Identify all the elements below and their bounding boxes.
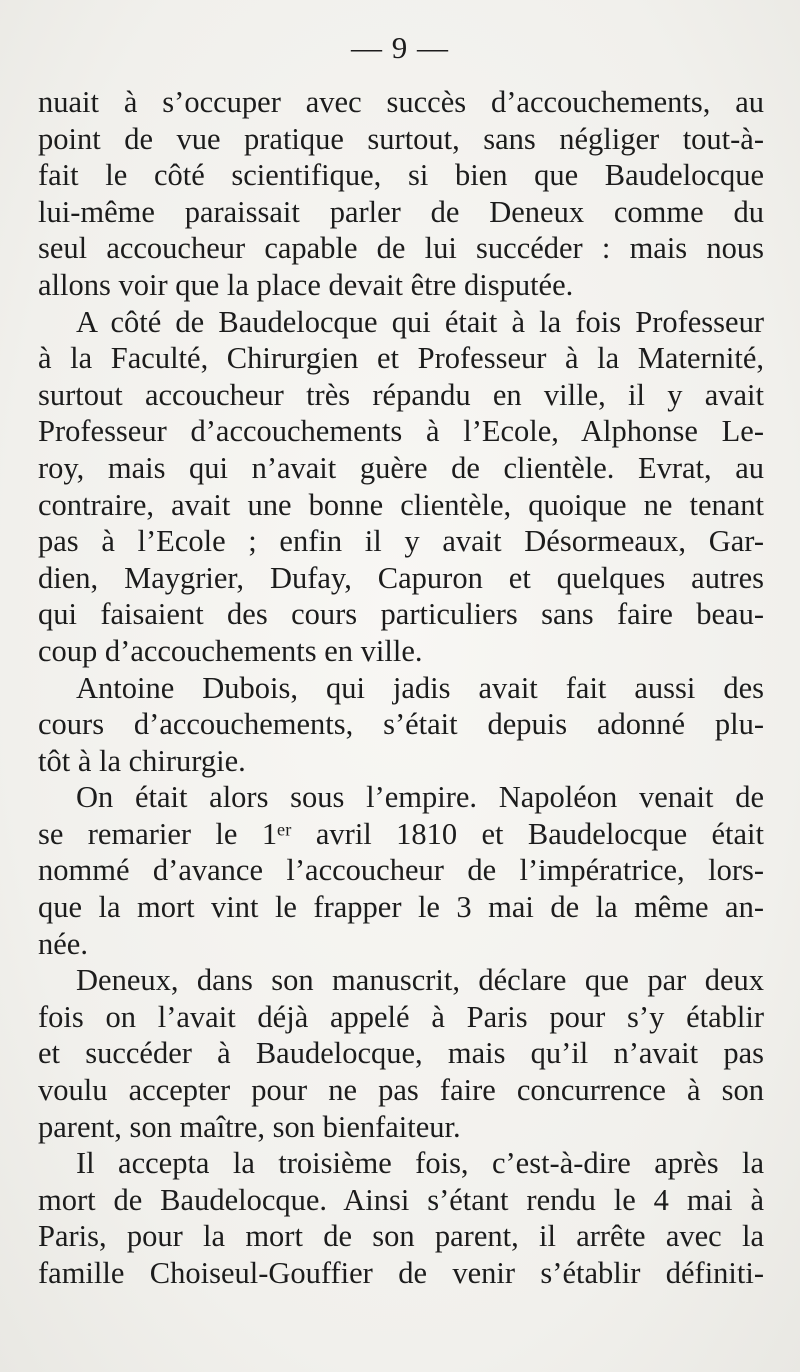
- text-line: que la mort vint le frapper le 3 mai de la même an-: [38, 890, 764, 925]
- text-line: parent, son maître, son bienfaiteur.: [38, 1109, 461, 1144]
- text-line: fois on l’avait déjà appelé à Paris pour s’y établir: [38, 999, 764, 1034]
- text-line: voulu accepter pour ne pas faire concurrence à son: [38, 1073, 764, 1108]
- text-line: qui faisaient des cours particuliers sans faire beau-: [38, 597, 764, 632]
- text-line: Antoine Dubois, qui jadis avait fait aussi des: [76, 670, 764, 705]
- text-line: Il accepta la troisième fois, c’est-à-dire après la: [76, 1146, 764, 1181]
- text-line: contraire, avait une bonne clientèle, quoique ne tenant: [38, 487, 764, 522]
- text-line: Professeur d’accouchements à l’Ecole, Alphonse Le-: [38, 414, 764, 449]
- text-line: A côté de Baudelocque qui était à la fois Professeur: [76, 304, 764, 339]
- text-line: cours d’accouchements, s’était depuis adonné plu-: [38, 707, 764, 742]
- text-line: Deneux, dans son manuscrit, déclare que par deux: [76, 963, 764, 998]
- text-line: famille Choiseul-Gouffier de venir s’établir définiti-: [38, 1256, 764, 1290]
- text-line: seul accoucheur capable de lui succéder : mais nous: [38, 231, 764, 266]
- text-line: allons voir que la place devait être disputée.: [38, 267, 574, 302]
- page-number: — 9 —: [351, 30, 449, 65]
- text-line: surtout accoucheur très répandu en ville, il y avait: [38, 377, 764, 412]
- text-line: dien, Maygrier, Dufay, Capuron et quelques autres: [38, 560, 764, 595]
- text-line: On était alors sous l’empire. Napoléon venait de: [76, 780, 764, 815]
- text-line: se remarier le 1ᵉʳ avril 1810 et Baudelocque était: [38, 816, 764, 851]
- text-line: à la Faculté, Chirurgien et Professeur à la Maternité,: [38, 341, 764, 376]
- text-line: nuait à s’occuper avec succès d’accouchements, au: [38, 85, 764, 119]
- text-line: et succéder à Baudelocque, mais qu’il n’avait pas: [38, 1036, 764, 1071]
- text-line: coup d’accouchements en ville.: [38, 633, 423, 668]
- text-line: Paris, pour la mort de son parent, il arrête avec la: [38, 1219, 764, 1254]
- text-line: lui-même paraissait parler de Deneux comme du: [38, 194, 764, 229]
- text-line: mort de Baudelocque. Ainsi s’étant rendu le 4 mai à: [38, 1182, 764, 1217]
- body-text: [38, 84, 764, 1292]
- text-line: roy, mais qui n’avait guère de clientèle. Evrat, au: [38, 450, 764, 485]
- text-line: nommé d’avance l’accoucheur de l’impératrice, lors-: [38, 853, 764, 888]
- text-line: tôt à la chirurgie.: [38, 743, 246, 778]
- text-line: pas à l’Ecole ; enfin il y avait Désormeaux, Gar-: [38, 524, 764, 559]
- text-line: point de vue pratique surtout, sans négliger tout-à-: [38, 121, 764, 156]
- text-line: née.: [38, 926, 88, 961]
- text-line: fait le côté scientifique, si bien que Baudelocque: [38, 158, 764, 193]
